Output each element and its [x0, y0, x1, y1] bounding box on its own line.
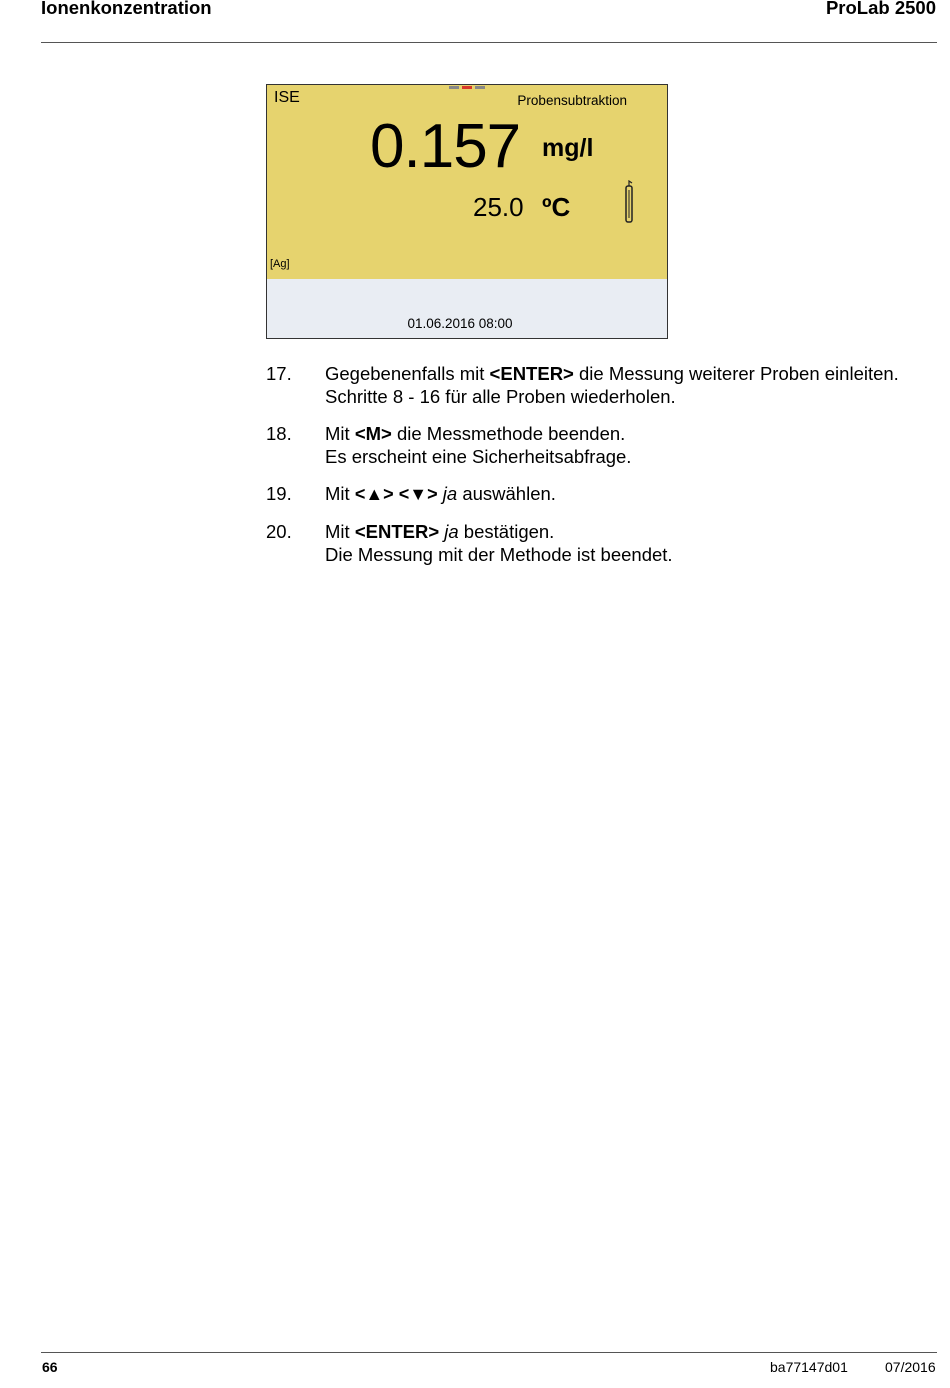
ion-label: [Ag] [270, 258, 290, 270]
indicator-dot [475, 86, 485, 89]
step-line: Es erscheint eine Sicherheitsabfrage. [325, 446, 632, 467]
key-name: <M> [354, 423, 392, 444]
step-text: Mit [325, 483, 355, 504]
status-text: Probensubtraktion [517, 93, 627, 108]
option-text: ja [442, 483, 458, 504]
measured-value: 0.157 [370, 112, 521, 181]
page-number: 66 [42, 1359, 58, 1375]
key-name: <ENTER> [354, 521, 440, 542]
document-date: 07/2016 [885, 1359, 936, 1375]
step-line [325, 520, 899, 543]
step-item [266, 422, 899, 468]
step-item [266, 362, 899, 408]
page-header-right: ProLab 2500 [825, 0, 936, 18]
sensor-probe-icon [623, 180, 635, 224]
step-number: 20. [266, 521, 292, 542]
measurement-mode: ISE [274, 89, 300, 106]
key-name: <ENTER> [489, 363, 574, 384]
step-line: Die Messung mit der Methode ist beendet. [325, 544, 673, 565]
step-line [325, 362, 899, 385]
step-number: 19. [266, 483, 292, 504]
page-header-left: Ionenkonzentration [41, 0, 212, 18]
step-line: Schritte 8 - 16 für alle Proben wiederholen. [325, 386, 676, 407]
temperature-value: 25.0 [473, 192, 524, 222]
instruction-steps [266, 362, 899, 580]
step-text: Gegebenenfalls mit [325, 363, 490, 384]
step-text: Mit [325, 423, 355, 444]
header-rule [41, 42, 937, 43]
step-item [266, 520, 899, 566]
indicator-dots [449, 86, 485, 89]
step-text: die Messung weiterer Proben einleiten. [573, 363, 899, 384]
step-number: 18. [266, 423, 292, 444]
step-text: die Messmethode beenden. [391, 423, 626, 444]
temperature-unit: ºC [542, 192, 571, 222]
meter-display [266, 84, 668, 339]
footer-rule [41, 1352, 937, 1353]
date-time: 01.06.2016 08:00 [407, 316, 513, 331]
arrow-up-key: <▲> [354, 484, 394, 504]
step-text: auswählen. [457, 483, 556, 504]
document-id: ba77147d01 [770, 1359, 848, 1375]
step-text: Mit [325, 521, 355, 542]
option-text: ja [444, 521, 459, 542]
step-line [325, 422, 899, 445]
step-number: 17. [266, 363, 292, 384]
arrow-down-key: <▼> [398, 484, 438, 504]
indicator-dot-active [462, 86, 472, 89]
step-text: bestätigen. [458, 521, 555, 542]
step-line [325, 482, 899, 506]
step-item [266, 482, 899, 506]
indicator-dot [449, 86, 459, 89]
measured-unit: mg/l [542, 134, 594, 162]
